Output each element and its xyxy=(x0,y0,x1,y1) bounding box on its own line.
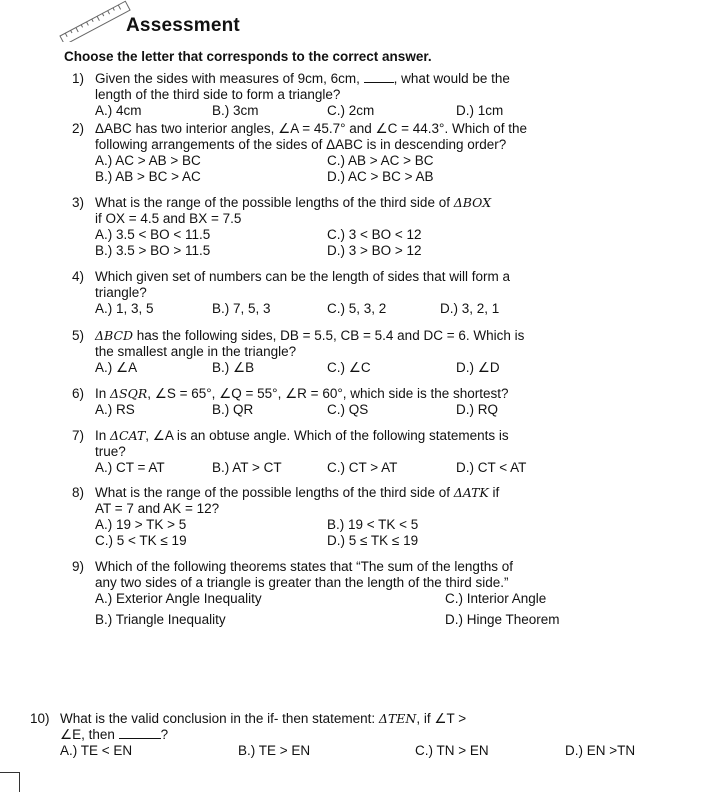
question-number: 9) xyxy=(72,559,85,574)
question-text: In xyxy=(95,428,111,443)
question-number: 4) xyxy=(72,269,85,284)
ruler-icon xyxy=(54,0,134,42)
option-a[interactable]: A.) CT = AT xyxy=(95,460,165,475)
instructions: Choose the letter that corresponds to the correct answer. xyxy=(64,49,432,64)
option-c[interactable]: C.) CT > AT xyxy=(327,460,398,475)
option-a[interactable]: A.) Exterior Angle Inequality xyxy=(95,591,262,606)
question-5 xyxy=(72,328,672,376)
question-text: Which given set of numbers can be the length of sides that will form a xyxy=(95,269,510,284)
option-a[interactable]: A.) 4cm xyxy=(95,103,142,118)
option-d[interactable]: D.) 3, 2, 1 xyxy=(440,301,500,316)
option-a[interactable]: A.) TE < EN xyxy=(60,743,133,758)
option-b[interactable]: B.) ∠B xyxy=(212,360,255,375)
triangle-name: ΔTEN xyxy=(378,711,417,726)
question-text: following arrangements of the sides of ΔABC is in descending order? xyxy=(95,137,507,152)
option-d[interactable]: D.) RQ xyxy=(456,402,498,417)
question-7 xyxy=(72,428,672,476)
option-c[interactable]: C.) 5, 3, 2 xyxy=(327,301,387,316)
option-c[interactable]: C.) TN > EN xyxy=(415,743,489,758)
option-d[interactable]: D.) 3 > BO > 12 xyxy=(327,243,422,258)
option-b[interactable]: B.) AB > BC > AC xyxy=(95,169,201,184)
question-number: 5) xyxy=(72,328,85,343)
option-a[interactable]: A.) 3.5 < BO < 11.5 xyxy=(95,227,211,242)
question-text: What is the range of the possible lengths of the third side of xyxy=(95,485,454,500)
option-a[interactable]: A.) 19 > TK > 5 xyxy=(95,517,187,532)
option-b[interactable]: B.) TE > EN xyxy=(238,743,311,758)
triangle-name: ΔBOX xyxy=(453,195,492,210)
question-1 xyxy=(72,71,672,119)
question-number: 6) xyxy=(72,386,85,401)
option-b[interactable]: B.) 7, 5, 3 xyxy=(212,301,271,316)
question-text: if xyxy=(488,485,500,500)
option-c[interactable]: C.) QS xyxy=(327,402,369,417)
question-text: ∠E, then xyxy=(60,727,119,742)
option-d[interactable]: D.) ∠D xyxy=(456,360,500,375)
option-c[interactable]: C.) Interior Angle xyxy=(445,591,547,606)
question-text: if OX = 4.5 and BX = 7.5 xyxy=(95,211,242,226)
question-text: ? xyxy=(160,727,169,742)
option-b[interactable]: B.) QR xyxy=(212,402,254,417)
option-b[interactable]: B.) 3cm xyxy=(212,103,259,118)
question-10 xyxy=(30,711,690,759)
option-b[interactable]: B.) Triangle Inequality xyxy=(95,612,226,627)
question-text: , ∠S = 65°, ∠Q = 55°, ∠R = 60°, which side is the shortest? xyxy=(147,386,509,401)
question-2 xyxy=(72,121,672,185)
option-b[interactable]: B.) 3.5 > BO > 11.5 xyxy=(95,243,211,258)
question-text: Which of the following theorems states that “The sum of the lengths of xyxy=(95,559,513,574)
question-8 xyxy=(72,485,672,549)
option-d[interactable]: D.) EN >TN xyxy=(565,743,636,758)
option-d[interactable]: D.) AC > BC > AB xyxy=(327,169,434,184)
question-text: , what would be the xyxy=(393,71,510,86)
question-4 xyxy=(72,269,672,317)
question-3 xyxy=(72,195,672,259)
question-text: true? xyxy=(95,444,126,459)
question-number: 1) xyxy=(72,71,85,86)
question-9 xyxy=(72,559,672,628)
page-corner-marker xyxy=(0,772,20,792)
option-c[interactable]: C.) AB > AC > BC xyxy=(327,153,434,168)
triangle-name: ΔSQR xyxy=(110,386,148,401)
question-text: ΔABC has two interior angles, ∠A = 45.7° and ∠C = 44.3°. Which of the xyxy=(95,121,527,136)
option-d[interactable]: D.) Hinge Theorem xyxy=(445,612,560,627)
page-title: Assessment xyxy=(126,15,240,36)
question-text: , ∠A is an obtuse angle. Which of the following statements is xyxy=(145,428,509,443)
question-text: any two sides of a triangle is greater than the length of the third side.” xyxy=(95,575,509,590)
question-text: has the following sides, DB = 5.5, CB = 5.4 and DC = 6. Which is xyxy=(133,328,525,343)
question-number: 3) xyxy=(72,195,85,210)
triangle-name: ΔBCD xyxy=(95,328,134,343)
question-text: Given the sides with measures of 9cm, 6cm, xyxy=(95,71,364,86)
answer-blank xyxy=(364,71,394,83)
question-number: 2) xyxy=(72,121,85,136)
question-6 xyxy=(72,386,672,418)
option-d[interactable]: D.) 1cm xyxy=(456,103,504,118)
question-text: triangle? xyxy=(95,285,147,300)
question-text: , if ∠T > xyxy=(416,711,467,726)
option-a[interactable]: A.) RS xyxy=(95,402,135,417)
option-b[interactable]: B.) 19 < TK < 5 xyxy=(327,517,419,532)
option-b[interactable]: B.) AT > CT xyxy=(212,460,282,475)
question-number: 8) xyxy=(72,485,85,500)
option-d[interactable]: D.) 5 ≤ TK ≤ 19 xyxy=(327,533,419,548)
option-c[interactable]: C.) 5 < TK ≤ 19 xyxy=(95,533,187,548)
option-c[interactable]: C.) ∠C xyxy=(327,360,371,375)
option-a[interactable]: A.) ∠A xyxy=(95,360,138,375)
question-text: What is the valid conclusion in the if- then statement: xyxy=(60,711,379,726)
triangle-name: ΔATK xyxy=(453,485,489,500)
option-a[interactable]: A.) AC > AB > BC xyxy=(95,153,201,168)
question-text: length of the third side to form a triangle? xyxy=(95,87,341,102)
question-number: 7) xyxy=(72,428,85,443)
answer-blank xyxy=(119,727,161,739)
question-text: In xyxy=(95,386,111,401)
question-text: What is the range of the possible lengths of the third side of xyxy=(95,195,454,210)
option-a[interactable]: A.) 1, 3, 5 xyxy=(95,301,154,316)
option-c[interactable]: C.) 3 < BO < 12 xyxy=(327,227,422,242)
question-number: 10) xyxy=(30,711,50,726)
question-text: the smallest angle in the triangle? xyxy=(95,344,297,359)
option-d[interactable]: D.) CT < AT xyxy=(456,460,527,475)
triangle-name: ΔCAT xyxy=(110,428,146,443)
question-text: AT = 7 and AK = 12? xyxy=(95,501,220,516)
option-c[interactable]: C.) 2cm xyxy=(327,103,375,118)
